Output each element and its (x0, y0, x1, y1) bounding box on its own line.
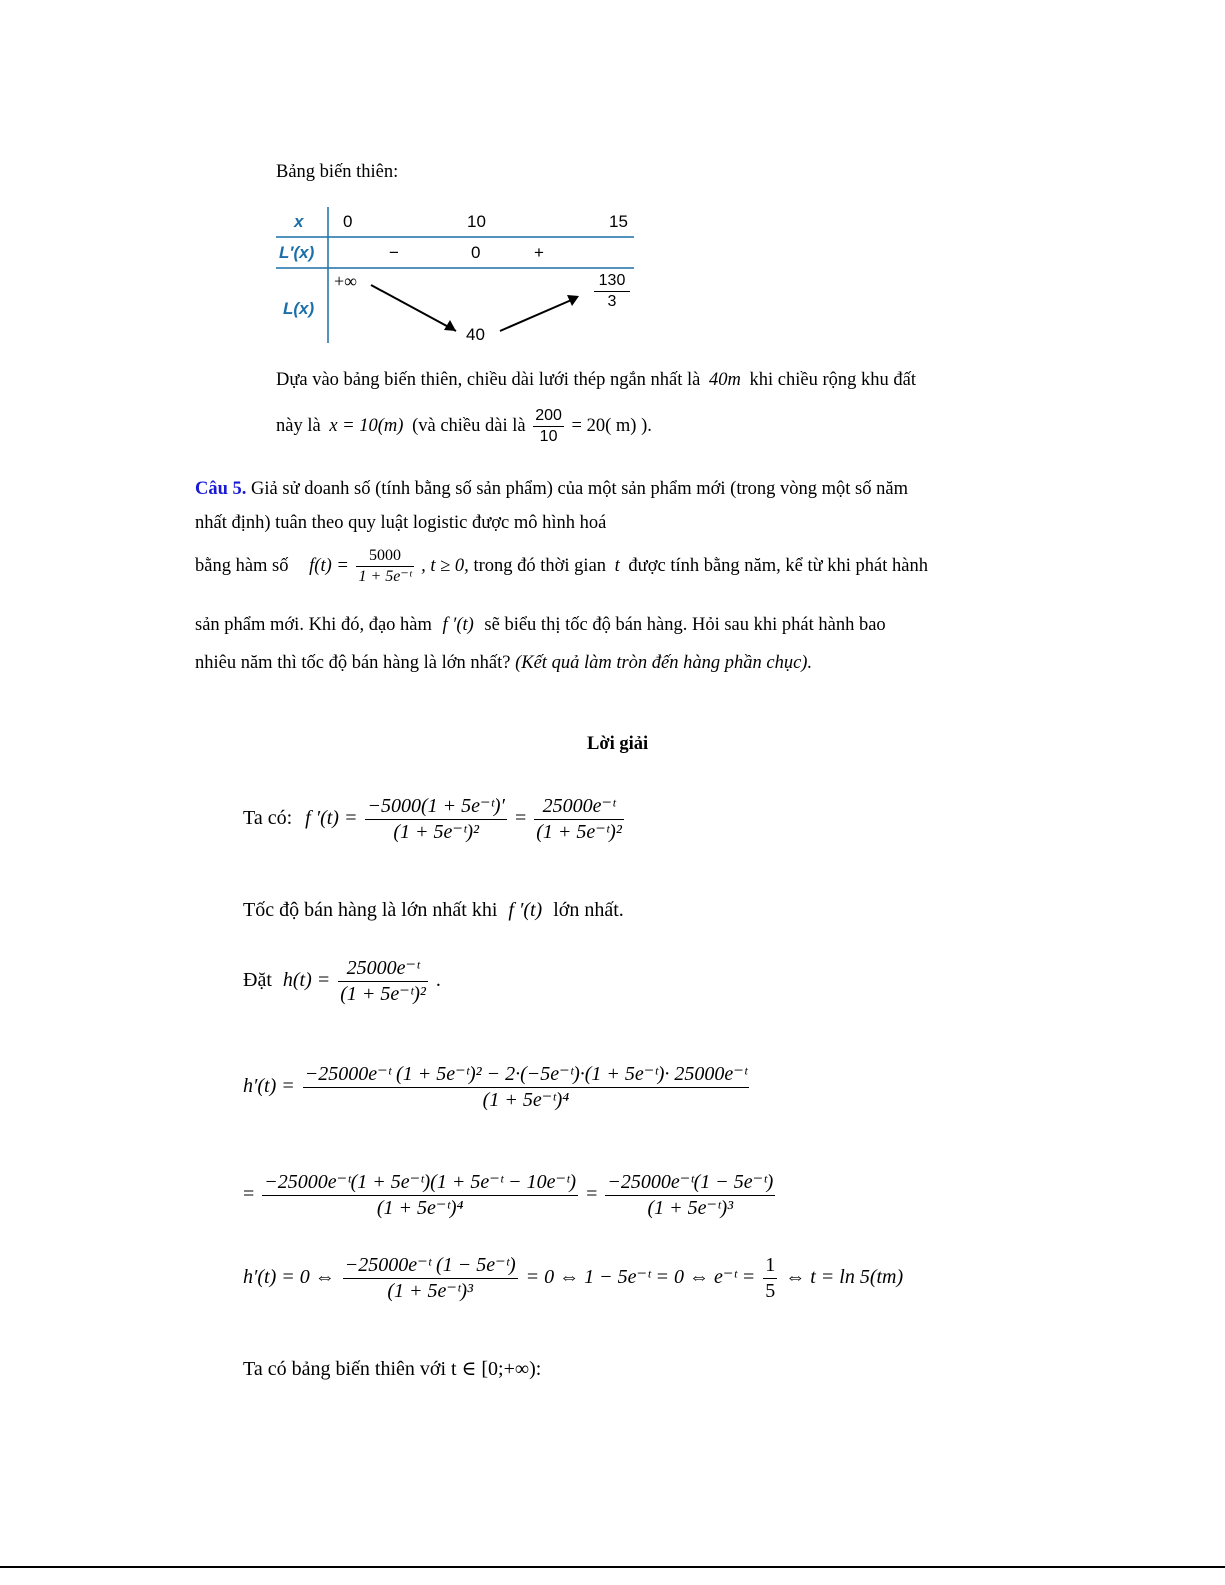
solution-title: Lời giải (587, 734, 649, 754)
step4-h: h′(t) = (243, 1075, 295, 1098)
domain-condition: , t ≥ 0, (421, 555, 469, 576)
step3-den: (1 + 5e⁻ᵗ)² (340, 983, 426, 1005)
conclusion-text-a: Dựa vào bảng biến thiên, chiều dài lưới thép ngắn nhất là (276, 370, 701, 390)
increase-arrow (500, 298, 576, 331)
step6-result: ⇔ t = ln 5(tm) (785, 1266, 904, 1289)
step5-den-2: (1 + 5e⁻ᵗ)³ (647, 1197, 734, 1219)
solution-step-2 (243, 899, 624, 922)
table-label-x: x (294, 212, 304, 231)
variation-table-heading: Bảng biến thiên: (276, 162, 399, 182)
question-text-5a: nhiêu năm thì tốc độ bán hàng là lớn nhất? (195, 653, 511, 673)
rounding-note: (Kết quả làm tròn đến hàng phần chục). (515, 653, 813, 673)
solution-step-1 (243, 794, 627, 845)
step2-text-a: Tốc độ bán hàng là lớn nhất khi (243, 899, 498, 921)
logistic-num: 5000 (356, 546, 413, 567)
question-line-2: nhất định) tuân theo quy luật logistic được mô hình hoá (195, 513, 607, 533)
logistic-fraction (356, 546, 413, 587)
step1-num-1: −5000(1 + 5e⁻ᵗ)′ (365, 794, 506, 820)
conclusion-text-f: = 20( m) ). (571, 415, 652, 436)
x-value-15: 15 (609, 212, 628, 231)
conclusion-line-1 (276, 370, 916, 391)
step1-den-1: (1 + 5e⁻ᵗ)² (393, 821, 479, 843)
question-line-3 (195, 546, 928, 587)
length-frac-den: 10 (539, 428, 558, 445)
step2-text-b: lớn nhất. (553, 899, 624, 921)
conclusion-text-e: (và chiều dài là (412, 415, 526, 436)
variation-table-lines (276, 205, 636, 345)
sign-minus: − (389, 243, 399, 262)
step3-h: h(t) = (282, 969, 331, 992)
L-min-value: 40 (466, 325, 485, 344)
step6-one-fifth (763, 1253, 777, 1304)
sign-plus: + (534, 243, 544, 262)
step1-f: f ′(t) = (305, 807, 358, 830)
question-line-4 (195, 615, 886, 636)
table-label-L: L(x) (283, 299, 315, 318)
logistic-den: 1 + 5e⁻ᵗ (358, 568, 412, 585)
question-line-1 (195, 479, 908, 500)
solution-step-5 (243, 1170, 778, 1221)
step2-f: f ′(t) (508, 899, 543, 921)
step5-fraction-2 (605, 1170, 775, 1221)
derivative-f: f ′(t) (442, 615, 474, 635)
solution-step-6 (243, 1253, 903, 1304)
step6-chain: = 0 ⇔ 1 − 5e⁻ᵗ = 0 ⇔ e⁻ᵗ = (525, 1266, 756, 1289)
step1-label: Ta có: (243, 807, 293, 830)
conclusion-length: 40m (709, 370, 741, 390)
step4-fraction (303, 1062, 749, 1113)
table-label-dL: L′(x) (279, 243, 315, 262)
step3-label: Đặt (243, 969, 272, 992)
question-text-3d: được tính bằng năm, kể từ khi phát hành (628, 555, 928, 576)
step5-den-1: (1 + 5e⁻ᵗ)⁴ (376, 1197, 464, 1219)
length-frac-num: 200 (533, 406, 564, 427)
solution-step-3 (243, 956, 441, 1007)
step5-num-2: −25000e⁻ᵗ(1 − 5e⁻ᵗ) (605, 1170, 775, 1196)
conclusion-width: x = 10(m) (329, 415, 404, 436)
page-bottom-rule (0, 1566, 1225, 1568)
step4-num: −25000e⁻ᵗ (1 + 5e⁻ᵗ)² − 2·(−5e⁻ᵗ)·(1 + 5e⁻ᵗ)· 25000e⁻ᵗ (303, 1062, 749, 1088)
step6-den: (1 + 5e⁻ᵗ)³ (387, 1280, 473, 1302)
decrease-arrow (371, 285, 456, 331)
question-line-5 (195, 653, 812, 674)
step5-num-1: −25000e⁻ᵗ(1 + 5e⁻ᵗ)(1 + 5e⁻ᵗ − 10e⁻ᵗ) (262, 1170, 578, 1196)
variable-t: t (614, 555, 620, 576)
conclusion-text-d: này là (276, 415, 321, 436)
x-value-10: 10 (467, 212, 486, 231)
L-end-fraction (594, 271, 630, 312)
conclusion-line-2 (276, 406, 652, 447)
step1-fraction-2 (534, 794, 624, 845)
sign-zero: 0 (471, 243, 481, 262)
step4-den: (1 + 5e⁻ᵗ)⁴ (482, 1089, 570, 1111)
step6-fraction (343, 1253, 518, 1304)
step1-num-2: 25000e⁻ᵗ (534, 794, 624, 820)
x-value-0: 0 (343, 212, 353, 231)
step3-num: 25000e⁻ᵗ (338, 956, 428, 982)
L-end-num: 130 (594, 271, 630, 292)
question-text-4b: sẽ biểu thị tốc độ bán hàng. Hỏi sau khi phát hành bao (484, 615, 886, 635)
L-start-value: +∞ (334, 271, 357, 291)
conclusion-text-c: khi chiều rộng khu đất (749, 370, 916, 390)
step1-fraction-1 (365, 794, 506, 845)
step6-num: −25000e⁻ᵗ (1 − 5e⁻ᵗ) (343, 1253, 518, 1279)
question-text-1: Giả sử doanh số (tính bằng số sản phẩm) của một sản phẩm mới (trong vòng một số năm (251, 479, 908, 499)
length-fraction (533, 406, 564, 447)
step3-end: . (435, 969, 441, 992)
step5-eq-2: = (586, 1183, 598, 1206)
variation-table (276, 205, 636, 345)
step5-eq: = (243, 1183, 255, 1206)
question-text-3a: bằng hàm số (195, 555, 289, 576)
step6-fden: 5 (765, 1280, 776, 1302)
solution-step-4 (243, 1062, 752, 1113)
function-f: f(t) = (309, 555, 349, 576)
step6-h: h′(t) = 0 ⇔ (243, 1266, 335, 1289)
step5-fraction-1 (262, 1170, 578, 1221)
step1-eq: = (514, 807, 527, 830)
step3-fraction (338, 956, 428, 1007)
question-label: Câu 5. (195, 479, 247, 499)
question-text-4a: sản phẩm mới. Khi đó, đạo hàm (195, 615, 432, 635)
solution-step-7: Ta có bảng biến thiên với t ∈ [0;+∞): (243, 1358, 542, 1380)
question-text-3c: trong đó thời gian (473, 555, 607, 576)
step1-den-2: (1 + 5e⁻ᵗ)² (536, 821, 622, 843)
step6-fnum: 1 (763, 1253, 777, 1279)
L-end-den: 3 (607, 293, 617, 310)
